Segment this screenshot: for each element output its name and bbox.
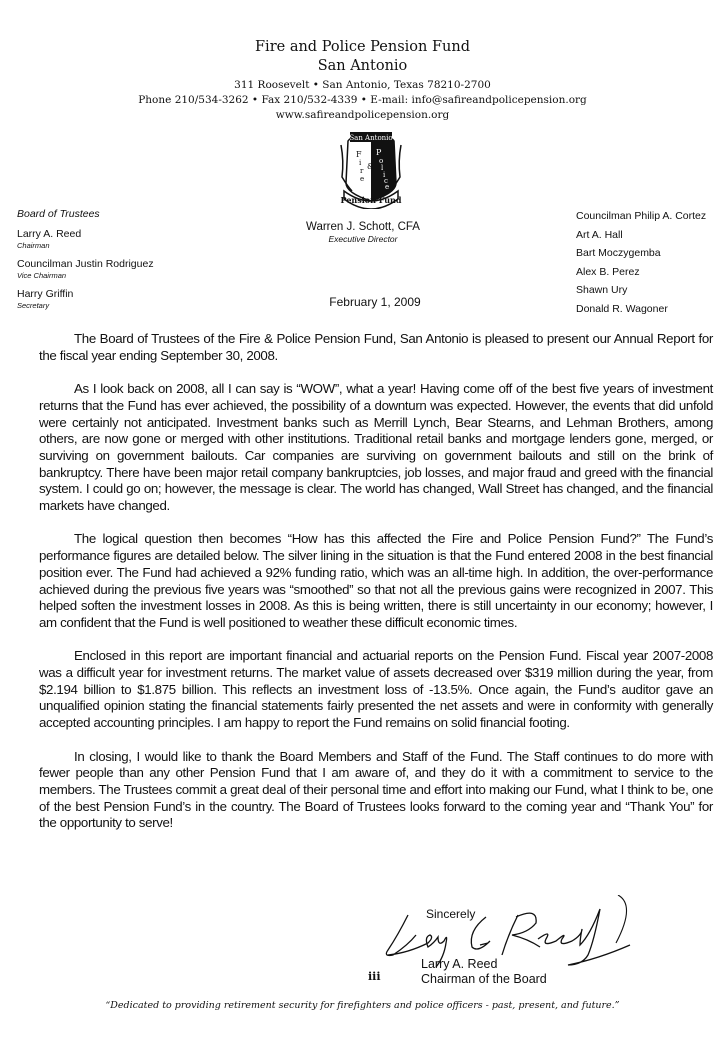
trustee-name: Harry Griffin [17,288,74,300]
trustee-member: Bart Moczygemba [576,247,661,260]
page-number: iii [368,970,381,983]
trustee-member: Alex B. Perez [576,265,640,278]
letter-paragraph: The logical question then becomes “How has this affected the Fire and Police Pension Fund?” The Fund’s performance figures are detailed below. The silver lining in the situation is that the Fund entered 2008 in the best financial position ever. The Fund had achieved a 92% funding ratio, which was an all-time high. In addition, the over-performance achieved during the previous five years was “smoothed” so that not all the previous gains were recognized in 2007. This helped soften the investment losses in 2008. As this is being written, there is still uncertainty in our economy; however, I am confident that the Fund is well positioned to weather these difficult economic times. [39,531,713,630]
trustee-role: Vice Chairman [17,271,67,280]
trustee-officer [17,288,237,311]
organization-website: www.safireandpolicepension.org [275,109,450,121]
trustee-officer [17,258,237,281]
logo-ampersand: & [367,162,375,171]
executive-director-name: Warren J. Schott, CFA [306,221,420,233]
board-heading: Board of Trustees [17,208,100,220]
signer-title: Chairman of the Board [421,972,547,986]
letter-paragraph: In closing, I would like to thank the Board Members and Staff of the Fund. The Staff continues to do more with fewer people than any other Pension Fund that I am aware of, and they do it with a commitment to service to the members. The Trustees commit a great deal of their personal time and effort into making our Fund, what I think to be, one of the best Pension Fund’s in the country. The Board of Trustees looks forward to the coming year and “Thank You” for the opportunity to serve! [39,748,713,831]
svg-text:i: i [383,171,386,179]
trustee-officer [17,228,237,251]
organization-contact: Phone 210/534-3262 • Fax 210/532-4339 • E-mail: info@safireandpolicepension.org [138,94,587,106]
letter-body [39,331,713,849]
letterhead [0,38,725,123]
logo-bottom-text: Pension Fund [340,195,402,205]
svg-text:o: o [379,157,384,165]
letter-date: February 1, 2009 [329,295,421,309]
svg-text:c: c [384,177,388,185]
organization-name: Fire and Police Pension Fund [255,39,470,55]
organization-city: San Antonio [317,58,408,74]
organization-address: 311 Roosevelt • San Antonio, Texas 78210-2700 [234,79,491,91]
executive-director-title: Executive Director [328,234,398,244]
trustee-member: Art A. Hall [576,228,623,241]
board-of-trustees-officers [17,207,237,318]
letter-paragraph: The Board of Trustees of the Fire & Police Pension Fund, San Antonio is pleased to present our Annual Report for the fiscal year ending September 30, 2008. [39,331,713,363]
svg-text:r: r [360,167,364,175]
trustee-member: Shawn Ury [576,284,628,297]
letter-paragraph: As I look back on 2008, all I can say is “WOW”, what a year! Having come off of the best five years of investment returns that the Fund has ever achieved, the possibility of a downturn was expected. However, the events that did unfold were certainly not anticipated. Investment banks such as Merrill Lynch, Bear Stearns, and Lehman Brothers, among others, are now gone or merged with other institutions. Traditional retail banks and mortgage lenders gone, merged, or surviving on government bailouts. Car companies are surviving on government bailouts and still on the brink of bankruptcy. There have been major retail company bankruptcies, job losses, and major fraud and greed with the financial system. I could go on; however, the message is clear. The world has changed, Wall Street has changed, and the financial markets have changed. [39,381,713,514]
fund-motto: “Dedicated to providing retirement security for firefighters and police officers - past, present, and future.” [105,1000,620,1011]
svg-text:e: e [360,175,365,183]
trustee-name: Larry A. Reed [17,228,82,240]
closing-salutation: Sincerely [426,907,476,921]
executive-director-block [280,220,446,245]
trustee-member: Donald R. Wagoner [576,302,668,315]
svg-text:e: e [385,183,390,191]
fund-seal-logo-icon [338,131,404,209]
trustee-name: Councilman Justin Rodriguez [17,258,154,270]
trustee-role: Secretary [17,301,50,310]
svg-text:i: i [359,159,362,167]
board-of-trustees-members [576,207,725,319]
svg-text:P: P [376,148,382,157]
signer-block [421,957,547,987]
trustee-role: Chairman [17,241,50,250]
logo-top-text: San Antonio [349,134,393,142]
signer-name: Larry A. Reed [421,957,498,971]
svg-text:l: l [381,164,384,172]
svg-text:F: F [356,150,362,159]
trustee-member: Councilman Philip A. Cortez [576,210,707,222]
letter-paragraph: Enclosed in this report are important financial and actuarial reports on the Pension Fund. Fiscal year 2007-2008 was a difficult year for investment returns. The market value of assets decreased over $319 million during the year, from $2.194 billion to $1.875 billion. This reflects an investment loss of -13.5%. Once again, the Fund’s auditor gave an unqualified opinion stating the financial statements fairly presented the net assets and were in conformity with generally accepted accounting principles. I am happy to report the Fund remains on solid financial footing. [39,648,713,731]
